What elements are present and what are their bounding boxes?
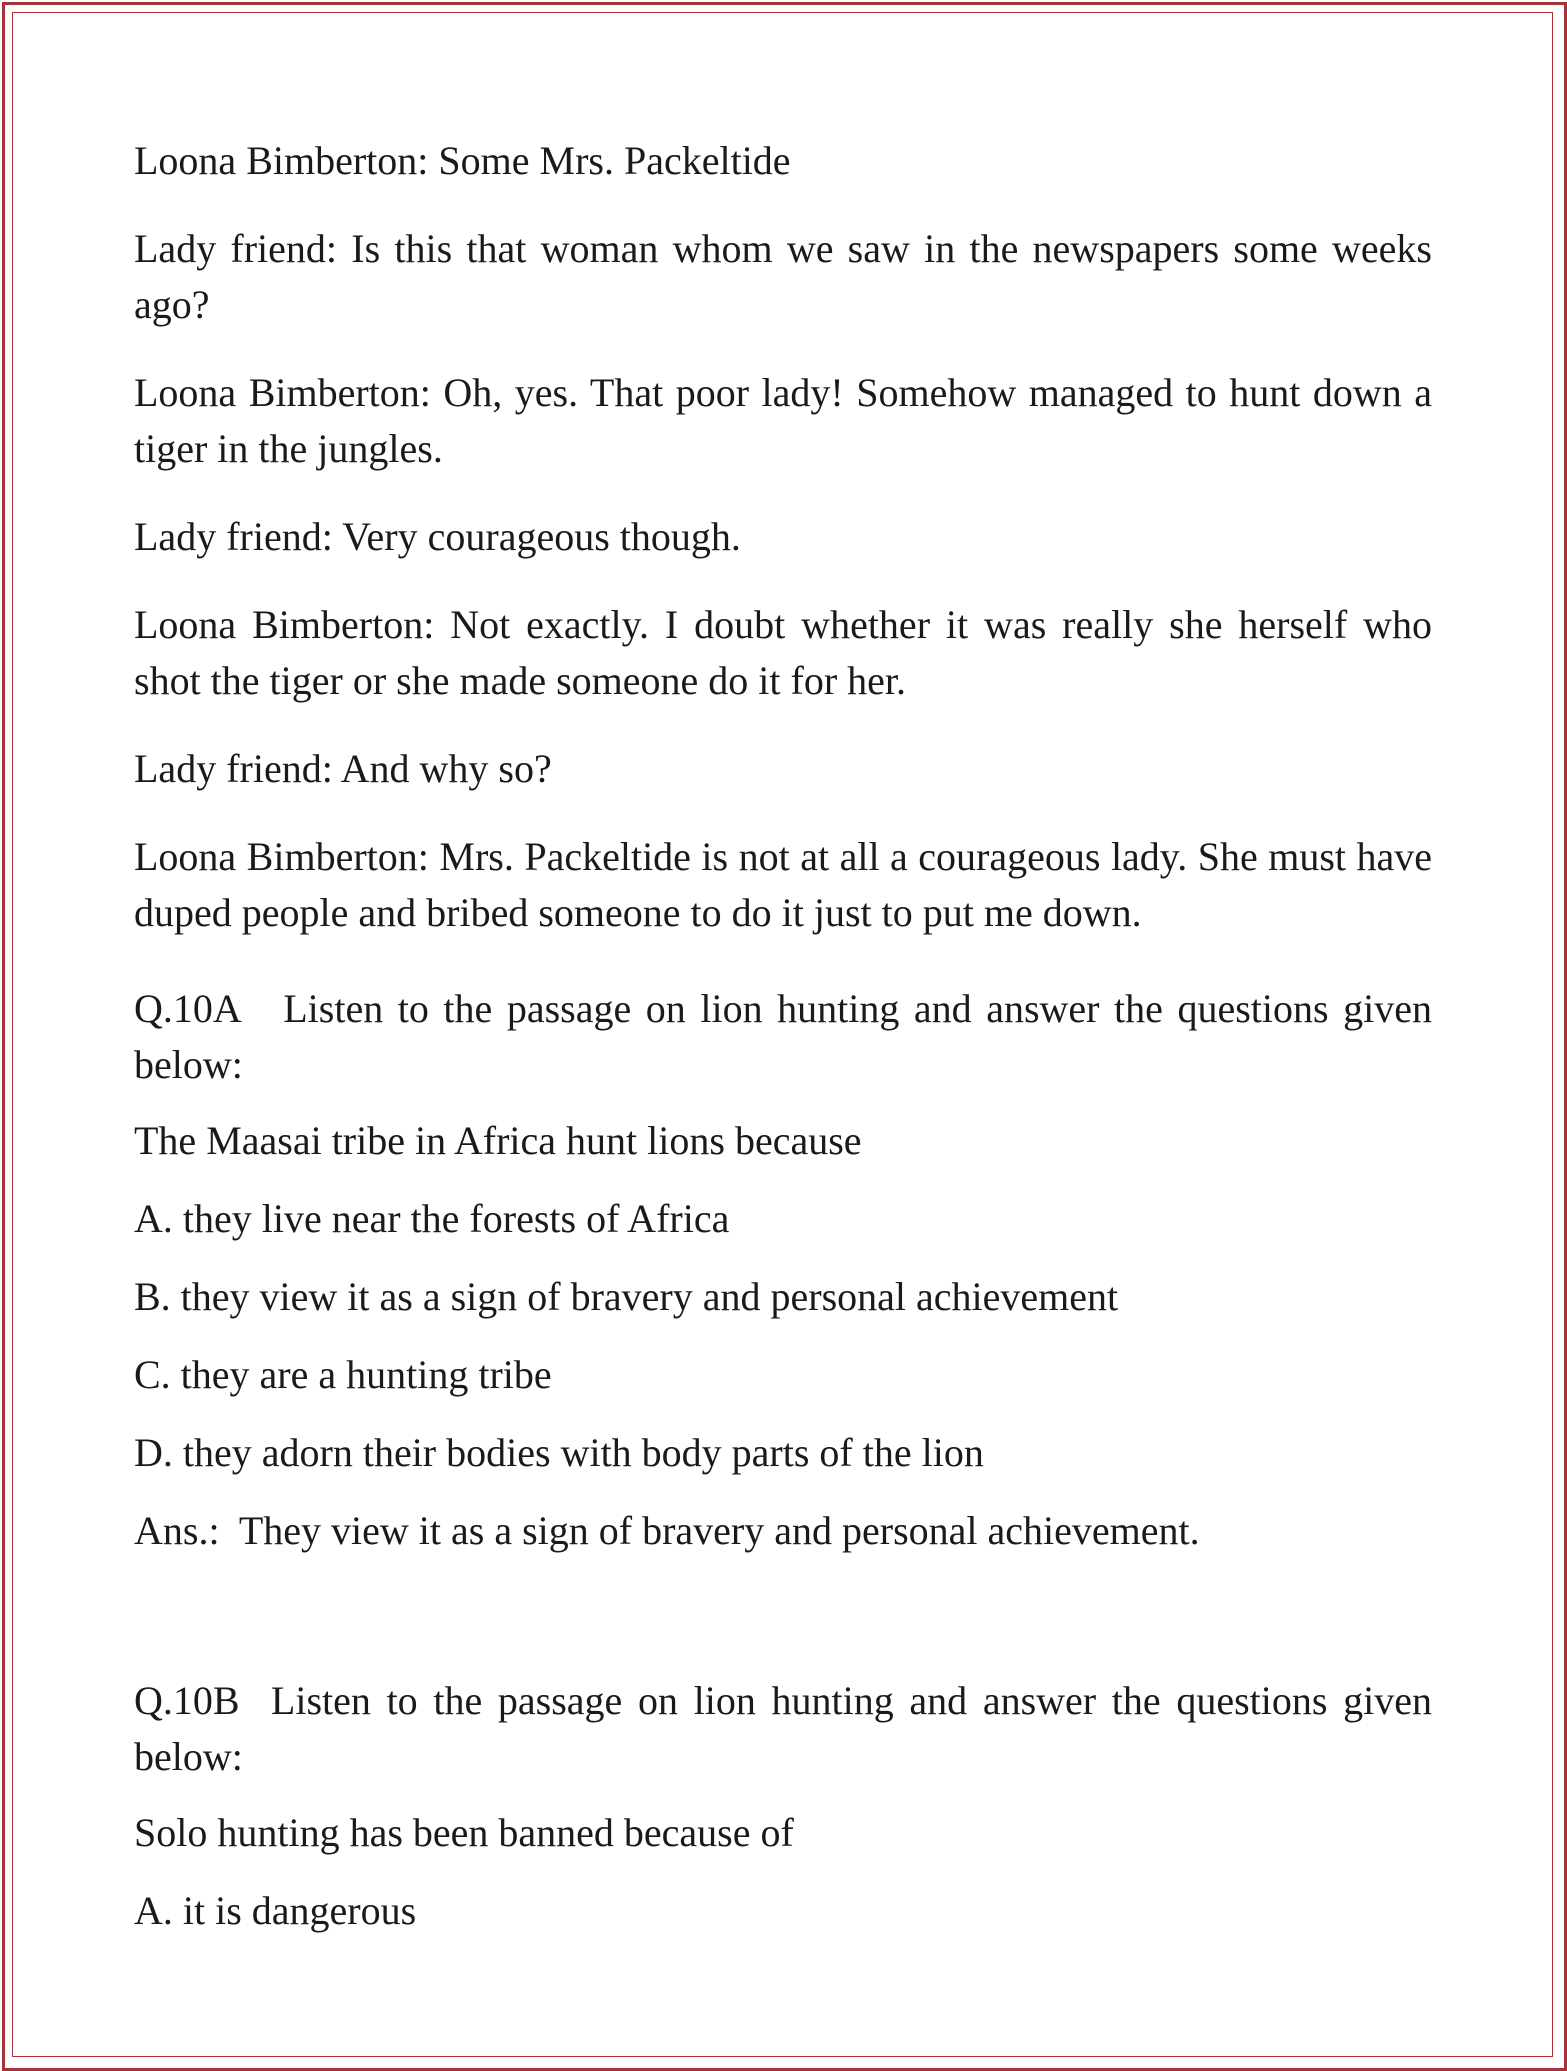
dialogue-line: Loona Bimberton: Not exactly. I doubt whether it was really she herself who shot the tiger or she made someone do it for her. [134,602,1432,703]
question-instruction: Q.10A Listen to the passage on lion hunting and answer the questions given below: [134,986,1442,1087]
question-10a [134,981,1442,1559]
question-10b [134,1673,1442,1939]
dialogue-line: Lady friend: Very courageous though. [134,514,741,559]
answer-line: Ans.: They view it as a sign of bravery and personal achievement. [134,1508,1200,1553]
question-stem: The Maasai tribe in Africa hunt lions because [134,1118,862,1163]
document-body [134,133,1442,1961]
option-a: A. they live near the forests of Africa [134,1196,730,1241]
option-d: D. they adorn their bodies with body parts of the lion [134,1430,984,1475]
question-stem: Solo hunting has been banned because of [134,1810,794,1855]
dialogue-line: Loona Bimberton: Oh, yes. That poor lady! Somehow managed to hunt down a tiger in the jungles. [134,370,1432,471]
dialogue-line: Lady friend: Is this that woman whom we saw in the newspapers some weeks ago? [134,226,1432,327]
dialogue-line: Loona Bimberton: Some Mrs. Packeltide [134,138,791,183]
option-c: C. they are a hunting tribe [134,1352,552,1397]
dialogue-line: Lady friend: And why so? [134,746,552,791]
option-b: B. they view it as a sign of bravery and personal achievement [134,1274,1119,1319]
dialogue-line: Loona Bimberton: Mrs. Packeltide is not at all a courageous lady. She must have duped people and bribed someone to do it just to put me down. [134,834,1432,935]
question-instruction: Q.10B Listen to the passage on lion hunting and answer the questions given below: [134,1678,1442,1779]
option-a: A. it is dangerous [134,1888,417,1933]
